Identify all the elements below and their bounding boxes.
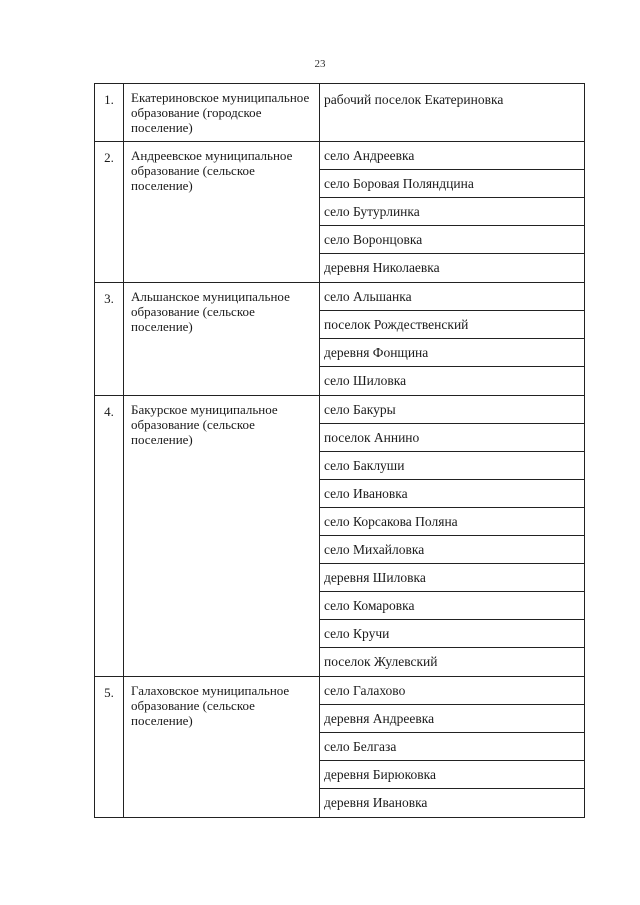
settlement-list <box>320 283 585 395</box>
row-number: 5. <box>95 677 124 817</box>
settlement-cell: деревня Николаевка <box>320 254 585 282</box>
table-row <box>95 142 585 283</box>
settlement-cell: село Кручи <box>320 620 585 648</box>
row-number: 3. <box>95 283 124 395</box>
settlement-cell: село Михайловка <box>320 536 585 564</box>
municipality-name: Андреевское муниципальное образование (сельское поселение) <box>124 142 320 282</box>
settlement-cell: село Баклуши <box>320 452 585 480</box>
settlement-cell: деревня Ивановка <box>320 789 585 817</box>
settlement-cell: рабочий поселок Екатериновка <box>320 84 585 141</box>
settlement-cell: село Белгаза <box>320 733 585 761</box>
page-number: 23 <box>314 58 326 70</box>
table-row <box>95 283 585 396</box>
municipalities-table <box>94 83 585 818</box>
municipality-name: Альшанское муниципальное образование (сельское поселение) <box>124 283 320 395</box>
settlement-cell: село Шиловка <box>320 367 585 395</box>
settlement-cell: село Корсакова Поляна <box>320 508 585 536</box>
settlement-list <box>320 84 585 141</box>
row-number: 4. <box>95 396 124 676</box>
row-number: 1. <box>95 84 124 141</box>
settlement-cell: поселок Жулевский <box>320 648 585 676</box>
settlement-cell: село Альшанка <box>320 283 585 311</box>
settlement-list <box>320 142 585 282</box>
table-row <box>95 396 585 677</box>
municipality-name: Екатериновское муниципальное образование (городское поселение) <box>124 84 320 141</box>
settlement-cell: село Воронцовка <box>320 226 585 254</box>
settlement-cell: село Бутурлинка <box>320 198 585 226</box>
table-row <box>95 84 585 142</box>
settlement-cell: село Андреевка <box>320 142 585 170</box>
settlement-cell: поселок Аннино <box>320 424 585 452</box>
settlement-cell: деревня Бирюковка <box>320 761 585 789</box>
settlement-cell: деревня Фонщина <box>320 339 585 367</box>
row-number: 2. <box>95 142 124 282</box>
settlement-list <box>320 396 585 676</box>
settlement-cell: село Комаровка <box>320 592 585 620</box>
settlement-cell: деревня Андреевка <box>320 705 585 733</box>
settlement-cell: поселок Рождественский <box>320 311 585 339</box>
settlement-cell: село Ивановка <box>320 480 585 508</box>
settlement-list <box>320 677 585 817</box>
municipality-name: Галаховское муниципальное образование (сельское поселение) <box>124 677 320 817</box>
settlement-cell: деревня Шиловка <box>320 564 585 592</box>
table-row <box>95 677 585 818</box>
settlement-cell: село Боровая Поляндцина <box>320 170 585 198</box>
municipality-name: Бакурское муниципальное образование (сельское поселение) <box>124 396 320 676</box>
settlement-cell: село Галахово <box>320 677 585 705</box>
settlement-cell: село Бакуры <box>320 396 585 424</box>
